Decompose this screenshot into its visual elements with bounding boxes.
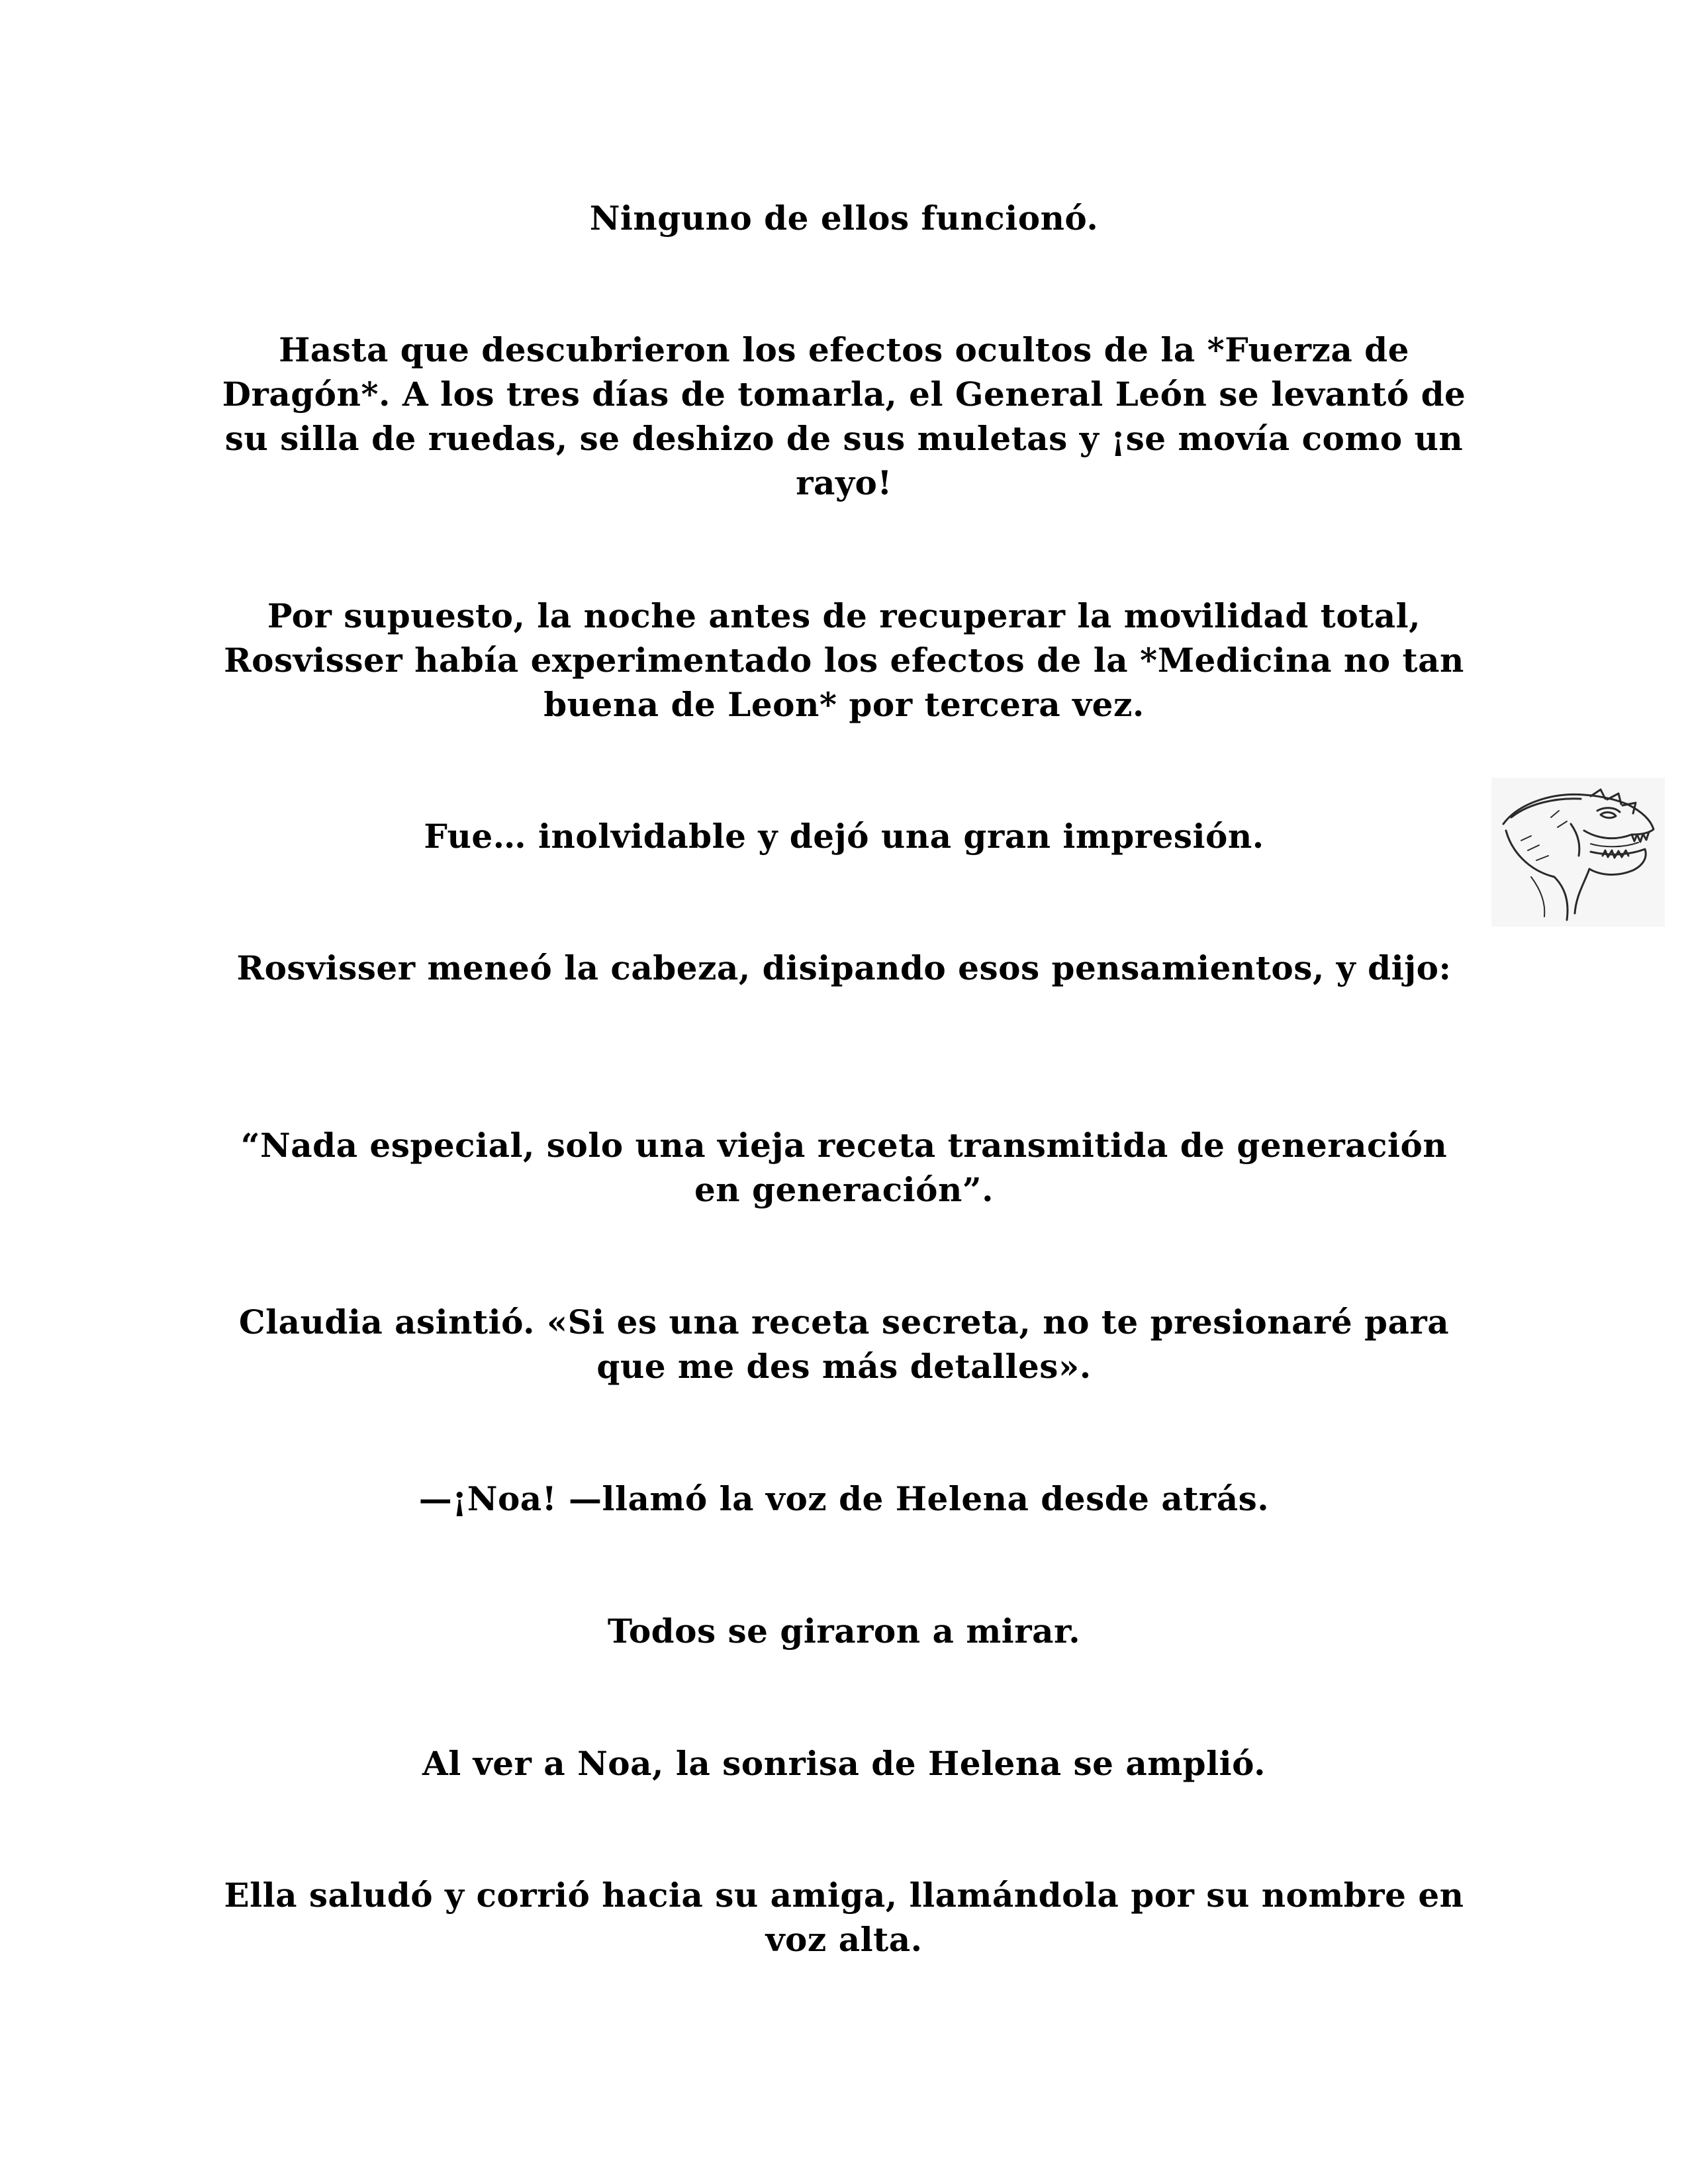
paragraph: Todos se giraron a mirar.	[607, 1612, 1081, 1651]
text-body	[218, 0, 1470, 2184]
paragraph: —¡Noa! —llamó la voz de Helena desde atrás.	[418, 1479, 1270, 1518]
paragraph: Claudia asintió. «Si es una receta secreta, no te presionaré para que me des más detalles».	[238, 1302, 1450, 1386]
paragraph: Por supuesto, la noche antes de recuperar la movilidad total, Rosvisser había experimentado los efectos de la *Medicina no tan buena de Leon* por tercera vez.	[224, 596, 1464, 724]
paragraph: Hasta que descubrieron los efectos ocultos de la *Fuerza de Dragón*. A los tres días de tomarla, el General León se levantó de su silla de ruedas, se deshizo de sus muletas y ¡se movía como un rayo!	[222, 330, 1466, 502]
paragraph: Fue… inolvidable y dejó una gran impresión.	[424, 817, 1264, 856]
dragon-head-icon	[1491, 778, 1665, 927]
paragraph: Rosvisser meneó la cabeza, disipando esos pensamientos, y dijo:	[236, 948, 1452, 987]
paragraph: Ninguno de ellos funcionó.	[589, 199, 1099, 238]
paragraph: Ella saludó y corrió hacia su amiga, llamándola por su nombre en voz alta.	[224, 1876, 1464, 1959]
paragraph: Al ver a Noa, la sonrisa de Helena se amplió.	[422, 1744, 1266, 1783]
paragraph: “Nada especial, solo una vieja receta transmitida de generación en generación”.	[240, 1126, 1448, 1209]
